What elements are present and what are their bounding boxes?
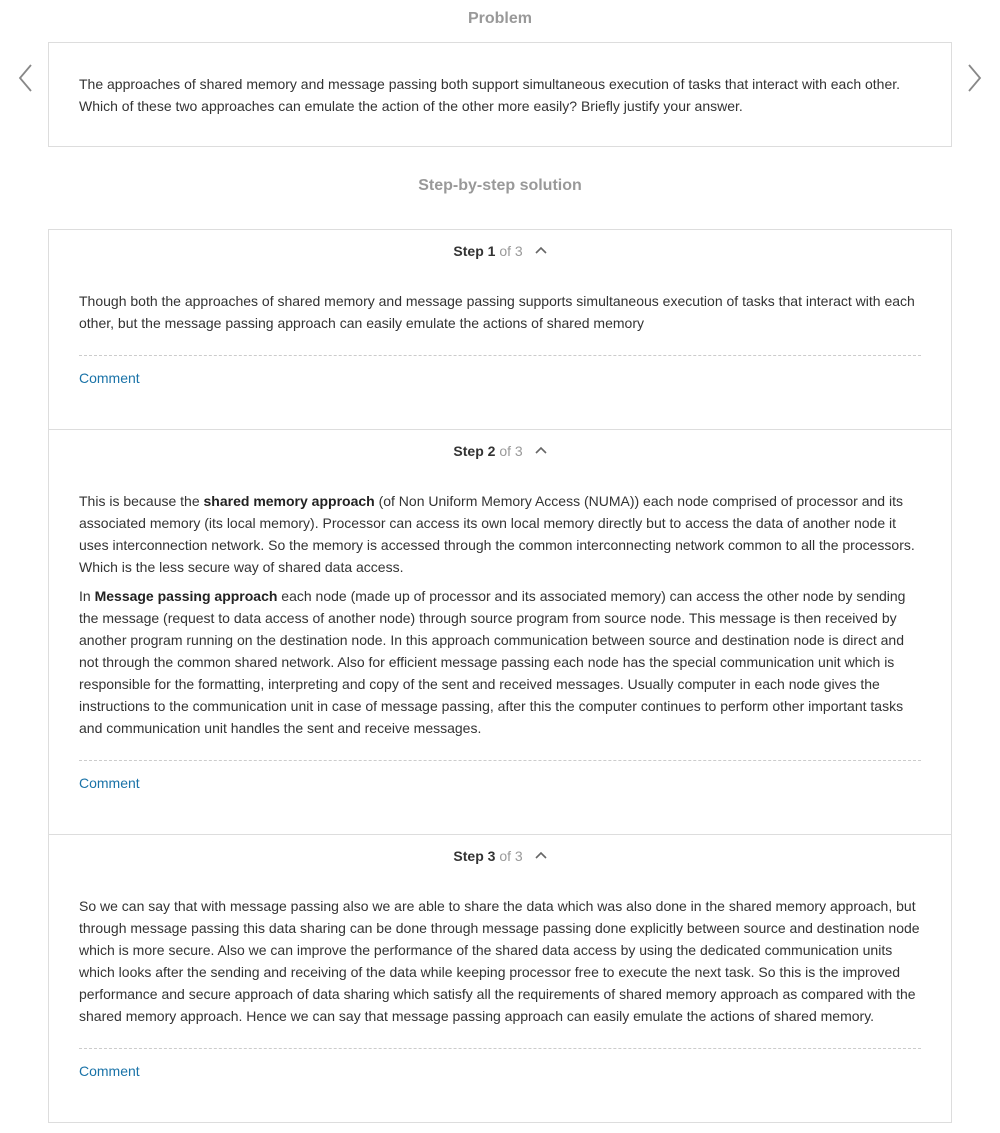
chevron-up-icon[interactable] xyxy=(535,239,547,259)
step-label: Step 2 xyxy=(453,443,496,459)
step-divider-dashed xyxy=(79,760,921,761)
bold-term: Message passing approach xyxy=(94,588,278,604)
step-count: of 3 xyxy=(499,243,523,259)
step-divider-dashed xyxy=(79,355,921,356)
step-count: of 3 xyxy=(499,848,523,864)
chevron-left-icon[interactable] xyxy=(16,62,36,94)
step-1-header[interactable] xyxy=(49,241,951,262)
bold-term: shared memory approach xyxy=(203,493,375,509)
step-divider-dashed xyxy=(79,1048,921,1049)
step-label: Step 1 xyxy=(453,243,496,259)
steps-card xyxy=(48,229,952,1123)
text-run: So we can say that with message passing also we are able to share the data which was also done in the shared memory approach, but through message passing this data sharing can be done through message passing done explicitly between source and destination node which is more secure. Also we can improve the performance of the shared data access by using the dedicated communication units which looks after the sending and receiving of the data while keeping processor free to execute the next task. So this is the improved performance and secure approach of data sharing which satisfy all the requirements of shared memory approach as compared with the shared memory approach. Hence we can say that message passing approach can easily emulate the actions of shared memory. xyxy=(79,898,920,1024)
step-count: of 3 xyxy=(499,443,523,459)
chevron-up-icon[interactable] xyxy=(535,439,547,459)
problem-title: Problem xyxy=(467,10,532,27)
step-3-header[interactable] xyxy=(49,846,951,867)
step-paragraph xyxy=(79,585,921,739)
problem-text: The approaches of shared memory and message passing both support simultaneous execution of tasks that interact with each other. Which of these two approaches can emulate the action of the other more easily? Briefly justify your answer. xyxy=(79,76,901,114)
step-2-header[interactable] xyxy=(49,441,951,462)
chevron-up-icon[interactable] xyxy=(535,844,547,864)
step-1-comment-link[interactable]: Comment xyxy=(79,370,140,386)
step-divider xyxy=(49,834,951,835)
step-paragraph xyxy=(79,290,921,334)
solution-title: Step-by-step solution xyxy=(418,177,582,194)
step-3-comment-link[interactable]: Comment xyxy=(79,1063,140,1079)
text-run: Though both the approaches of shared memory and message passing supports simultaneous execution of tasks that interact with each other, but the message passing approach can easily emulate the actions of shared memory xyxy=(79,293,915,331)
problem-card xyxy=(48,42,952,147)
step-paragraph xyxy=(79,895,921,1027)
text-run: In xyxy=(79,588,95,604)
step-divider xyxy=(49,429,951,430)
step-2-comment-link[interactable]: Comment xyxy=(79,775,140,791)
step-3-content xyxy=(79,895,921,1027)
step-2-content xyxy=(79,490,921,739)
text-run: This is because the xyxy=(79,493,204,509)
step-paragraph xyxy=(79,490,921,578)
text-run: (of Non Uniform Memory Access (NUMA)) each node comprised of processor and its associated memory (its local memory). Processor can access its own local memory directly but to access the data of another node it uses interconnection network. So the memory is accessed through the common interconnecting network common to all the processors. Which is the less secure way of shared data access. xyxy=(79,493,915,575)
step-label: Step 3 xyxy=(453,848,496,864)
text-run: each node (made up of processor and its associated memory) can access the other node by sending the message (request to data access of another node) through source program from source node. This message is then received by another program running on the destination node. In this approach communication between source and destination node is direct and not through the common shared network. Also for efficient message passing each node has the special communication unit which is responsible for the formatting, interpreting and copy of the sent and received messages. Usually computer in each node gives the instructions to the communication unit in case of message passing, after this the computer continues to perform other important tasks and communication unit handles the sent and receive messages. xyxy=(79,588,906,736)
step-1-content xyxy=(79,290,921,334)
chevron-right-icon[interactable] xyxy=(964,62,984,94)
